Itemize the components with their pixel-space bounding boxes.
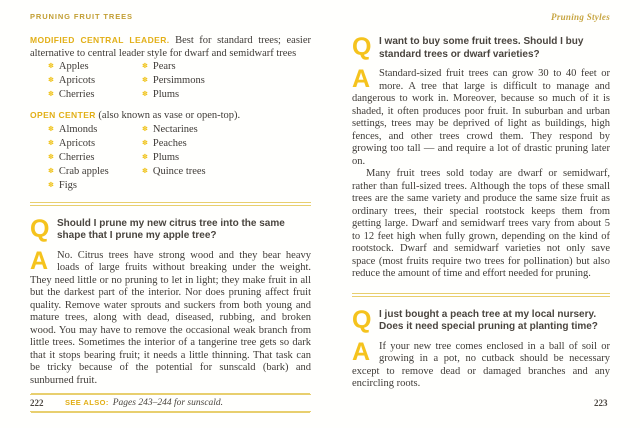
answer-text: No. Citrus trees have strong wood and they bear heavy loads of large fruits without breaking under the weight. They need little or no pruning to let in light; they make fruit in all but the darkest part of the interior. Nor does pruning affect fruit quality. Remove water sprouts and suckers from both young and mature trees, along with dead, diseased, rubbing, and broken wood. You may have to remove the occasional weak branch from little trees. Sometimes the interior of a tangerine tree gets so dark that it stops bearing fruit; it needs a little thinning. That task can be tricky because of the potential for sunscald (bark) and sunburned fruit. [30,249,311,386]
left-page [30,12,311,412]
answer [30,246,311,388]
tree-name: Quince trees [152,165,206,177]
tree-list-column [142,123,262,193]
question-text: I just bought a peach tree at my local nursery. Does it need special pruning at planting time? [379,308,598,332]
section-label: MODIFIED CENTRAL LEADER. [30,35,170,45]
flower-bullet-icon: ✽ [142,90,148,98]
flower-bullet-icon: ✽ [48,76,54,84]
flower-bullet-icon: ✽ [142,152,148,161]
flower-bullet-icon: ✽ [48,180,54,189]
section-modified-central-leader [30,34,311,60]
list-item [142,88,262,102]
tree-list-modified-central-leader [30,60,311,102]
list-item [48,151,142,165]
tree-name: Apples [58,61,89,72]
tree-name: Crab apples [58,165,109,177]
list-item [142,137,262,151]
flower-bullet-icon: ✽ [142,62,148,70]
section-divider-rule [30,202,311,206]
qa-standard-vs-dwarf [352,33,610,281]
question [352,33,610,61]
tree-name: Pears [152,61,176,72]
flower-bullet-icon: ✽ [142,138,148,147]
question-text: I want to buy some fruit trees. Should I buy standard trees or dwarf varieties? [379,36,584,60]
page-number-left: 222 [30,398,44,408]
flower-bullet-icon: ✽ [48,62,54,70]
flower-bullet-icon: ✽ [48,124,54,133]
qa-citrus-tree [30,214,311,388]
page-number-right: 223 [594,398,608,408]
flower-bullet-icon: ✽ [142,76,148,84]
answer [352,65,610,281]
list-item [48,88,142,102]
tree-name: Almonds [58,123,98,135]
tree-name: Plums [152,151,180,163]
tree-name: Nectarines [152,123,198,135]
question [352,305,610,334]
tree-name: Apricots [58,137,96,149]
list-item [142,60,262,74]
section-description: Best for standard trees; easier alternative to central leader style for dwarf and semidwarf trees [30,35,312,59]
q-dropcap-icon: Q [30,214,50,243]
flower-bullet-icon: ✽ [48,90,54,98]
list-item [48,165,142,179]
question [30,214,311,243]
q-dropcap-icon: Q [352,33,372,61]
tree-name: Plums [152,89,180,100]
answer [352,337,610,391]
tree-name: Cherries [58,89,95,100]
answer-paragraph-1: Standard-sized fruit trees can grow 30 to 40 feet or more. A tree that large is difficult to manage and dangerous to work in. Moreover, because so much of it is shaded, it often produces poor fruit. In suburban and urban settings, trees may be deprived of light as buildings, high fences, and other trees crowd them. They respond by growing too tall — and require a lot of drastic pruning later on. [352,68,610,167]
a-dropcap-icon: A [30,246,49,275]
section-divider-rule [352,293,610,297]
list-item [142,123,262,137]
a-dropcap-icon: A [352,65,371,93]
see-also-label: SEE ALSO: [65,398,109,407]
list-item [48,179,142,193]
list-item [142,74,262,88]
tree-name: Persimmons [152,75,205,86]
list-item [48,60,142,74]
tree-list-open-center [30,123,311,193]
flower-bullet-icon: ✽ [48,166,54,175]
running-head-left: PRUNING FRUIT TREES [30,12,133,21]
flower-bullet-icon: ✽ [142,124,148,133]
tree-name: Peaches [152,137,187,149]
tree-name: Cherries [58,151,95,163]
answer-paragraph-2: Many fruit trees sold today are dwarf or semidwarf, rather than full-sized trees. Although the tops of these small trees are the same variety and produce the same size fruit as ordinary trees, their special rootstock keeps them from getting large. Dwarf and semidwarf trees vary from about 5 to 12 feet high when fully grown, depending on the kind of rootstock. Dwarf and semidwarf varieties not only save space (most fruits require two trees for pollination) but also reduce the amount of time and effort needed for pruning. [352,168,610,279]
flower-bullet-icon: ✽ [48,152,54,161]
see-also-text: Pages 243–244 for sunscald. [112,398,224,408]
see-also-note [30,394,311,412]
a-dropcap-icon: A [352,337,371,366]
tree-list-column [48,60,142,102]
tree-list-column [142,60,262,102]
list-item [48,74,142,88]
section-open-center [30,109,311,123]
question-text: Should I prune my new citrus tree into the same shape that I prune my apple tree? [57,217,285,241]
section-label: OPEN CENTER [30,110,96,120]
answer-text: If your new tree comes enclosed in a ball of soil or growing in a pot, no cutback should be necessary except to remove dead or damaged branches and any encircling roots. [352,340,610,389]
flower-bullet-icon: ✽ [48,138,54,147]
list-item [142,165,262,179]
qa-peach-tree [352,305,610,391]
q-dropcap-icon: Q [352,305,372,334]
section-description: (also known as vase or open-top). [95,110,241,121]
running-head-right: Pruning Styles [551,12,610,22]
tree-name: Apricots [58,75,96,86]
list-item [48,123,142,137]
flower-bullet-icon: ✽ [142,166,148,175]
list-item [48,137,142,151]
right-page [352,12,610,391]
list-item [142,151,262,165]
tree-name: Figs [58,179,77,191]
tree-list-column [48,123,142,193]
